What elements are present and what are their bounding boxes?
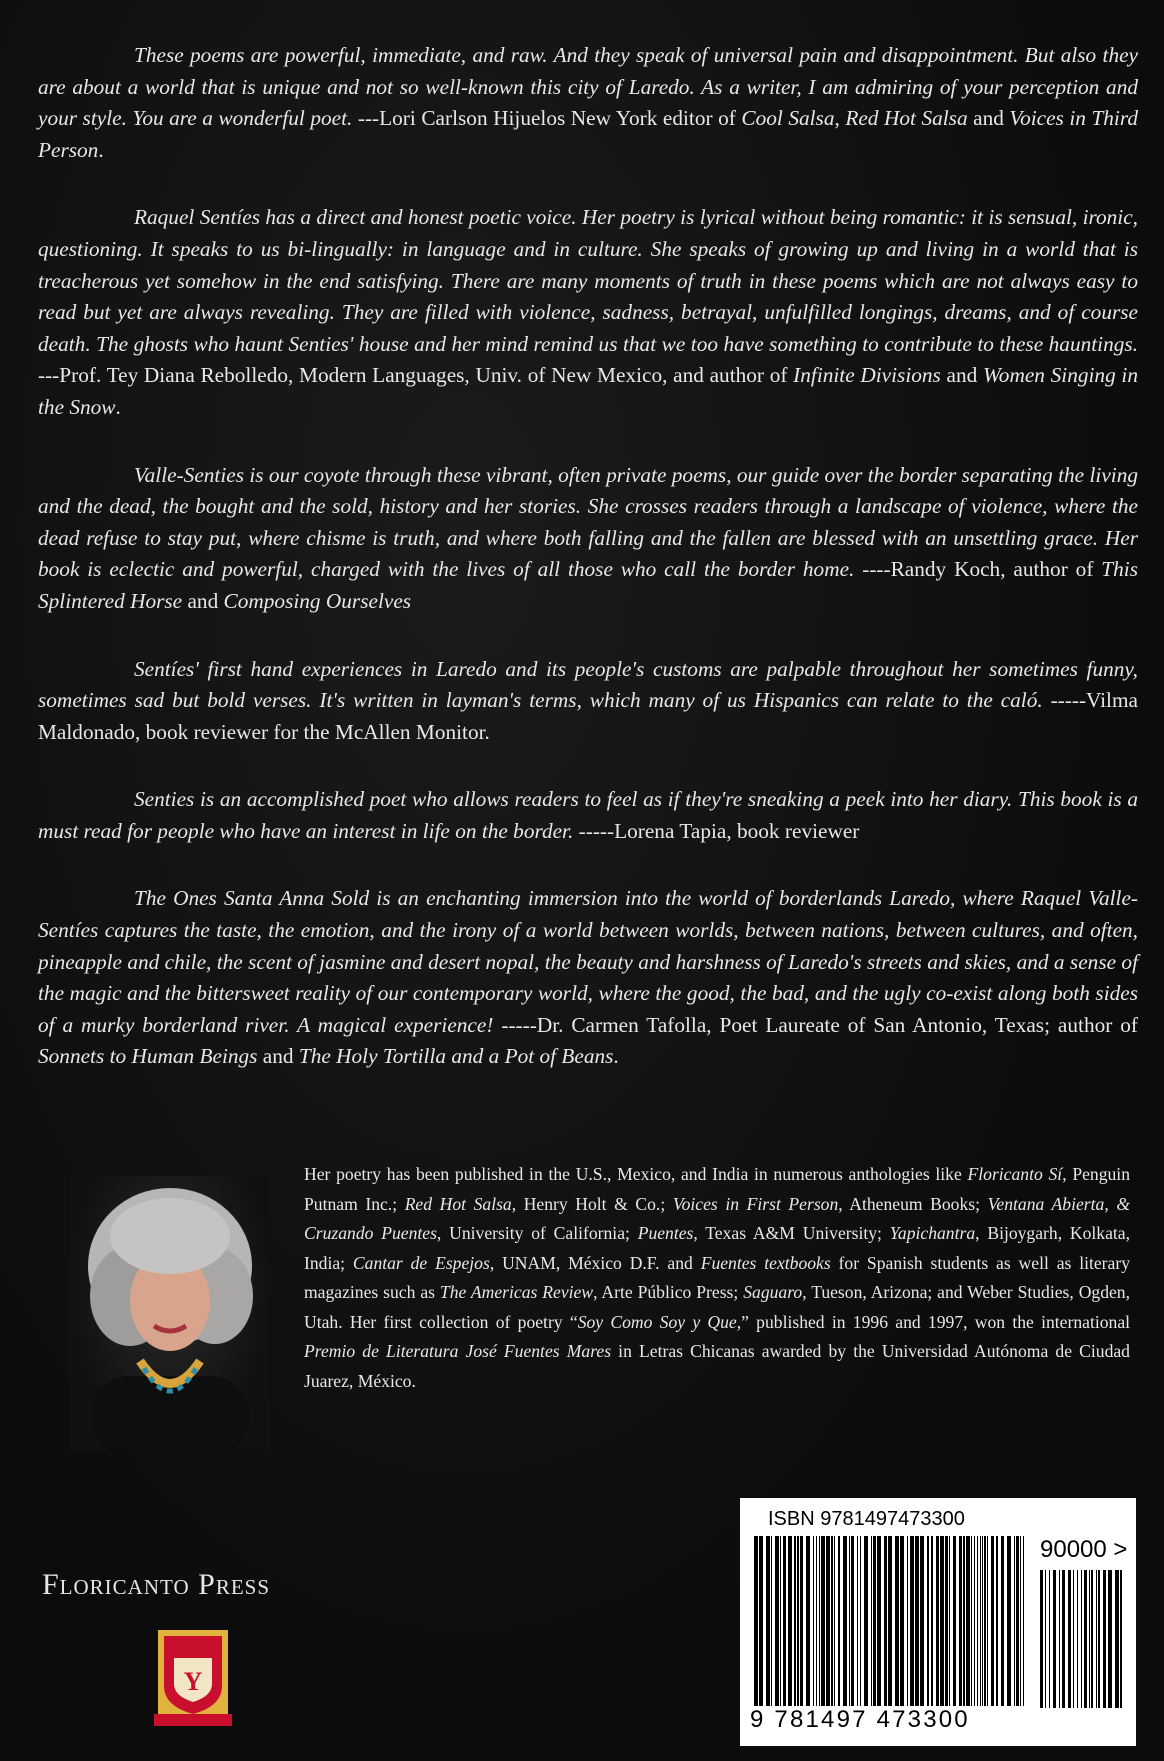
blurb-hijuelos [38, 40, 1138, 166]
barcode-bar [984, 1536, 986, 1706]
book-title: Cool Salsa [741, 106, 835, 131]
blurb-maldonado [38, 654, 1138, 749]
barcode-bar [953, 1536, 956, 1706]
barcode-bar [977, 1536, 978, 1706]
barcode-bar [888, 1536, 892, 1706]
separator: . [115, 394, 121, 419]
barcode-bar [982, 1536, 983, 1706]
barcode-bar [1053, 1570, 1056, 1708]
barcode-bar [1068, 1570, 1071, 1708]
barcode-bar [927, 1536, 929, 1706]
barcode-bar [900, 1536, 904, 1706]
bio-title: The Americas Review [439, 1282, 594, 1302]
author-photo [70, 1176, 270, 1450]
barcode-bar [775, 1536, 779, 1706]
price-code: 90000 > [1040, 1536, 1128, 1563]
barcode-bar [871, 1536, 872, 1706]
barcode-bar [1073, 1570, 1074, 1708]
barcode-bar [1091, 1570, 1093, 1708]
barcode-bar [915, 1536, 919, 1706]
bio-text: , University of California; [436, 1223, 638, 1243]
barcode-bar [800, 1536, 803, 1706]
barcode-bar [806, 1536, 810, 1706]
bio-title: Yapichantra [889, 1223, 976, 1243]
publisher-name: Floricanto Press [42, 1568, 271, 1601]
barcode-bar [1062, 1570, 1065, 1708]
isbn-barcode [740, 1498, 1136, 1746]
barcode-bars [754, 1536, 1024, 1706]
bio-title: Soy Como Soy y Que, [577, 1311, 742, 1332]
bio-text: , Texas A&M University; [693, 1223, 890, 1243]
bio-text: , Penguin Putnam Inc.; [304, 1164, 1130, 1214]
author-bio [304, 1160, 1130, 1396]
barcode-bar [1001, 1536, 1004, 1706]
barcode-bar [1084, 1570, 1087, 1708]
barcode-bar [771, 1536, 772, 1706]
blurb-attribution: ---Prof. Tey Diana Rebolledo, Modern Languages, Univ. of New Mexico, and author of [38, 363, 794, 388]
barcode-bar [884, 1536, 887, 1706]
barcode-bar [843, 1536, 847, 1706]
bio-text: Her poetry has been published in the U.S., Mexico, and India in numerous anthologies like [304, 1164, 968, 1184]
bio-title: Saguaro [743, 1282, 803, 1302]
bio-text: , UNAM, México D.F. and [489, 1252, 701, 1273]
bio-text: , Atheneum Books; [838, 1193, 988, 1214]
blurb-attribution: -----Dr. Carmen Tafolla, Poet Laureate of San Antonio, Texas; author of [493, 1012, 1138, 1037]
barcode-bar [788, 1536, 792, 1706]
book-title: The Holy Tortilla and a Pot of Beans [298, 1044, 614, 1069]
barcode-bar [895, 1536, 899, 1706]
barcode-bar [996, 1536, 998, 1706]
barcode-bar [819, 1536, 820, 1706]
barcode-bar [1096, 1570, 1097, 1708]
blurb-quote: These poems are powerful, immediate, and raw. And they speak of universal pain and disappointment. But also they are about a world that is unique and not so well-known this city of Laredo. As a writer, I am admiring of your perception and your style. You are a wonderful poet. [38, 43, 1138, 131]
blurbs-section [38, 40, 1138, 1109]
barcode-bar [966, 1536, 970, 1706]
barcode-bar [826, 1536, 830, 1706]
separator: and [257, 1044, 299, 1069]
barcode-bar [813, 1536, 814, 1706]
barcode-digits: 9 781497 473300 [750, 1706, 970, 1733]
barcode-bar [1077, 1570, 1078, 1708]
blurb-tapia [38, 784, 1138, 847]
barcode-bar [1014, 1536, 1015, 1706]
blurb-attribution: -----Lorena Tapia, book reviewer [573, 818, 860, 843]
separator: and [182, 588, 224, 613]
bio-text: , Arte Público Press; [593, 1282, 744, 1302]
barcode-bar [1081, 1570, 1082, 1708]
barcode-bar [1108, 1570, 1112, 1708]
book-title: Red Hot Salsa [845, 106, 968, 131]
blurb-rebolledo [38, 202, 1138, 423]
barcode-bar [971, 1536, 972, 1706]
barcode-bar [949, 1536, 950, 1706]
separator: and [940, 363, 984, 388]
barcode-bar [783, 1536, 786, 1706]
bio-text: , Bijoygarh, Kolkata, India; [304, 1223, 1130, 1273]
barcode-bar [974, 1536, 975, 1706]
barcode-bar [1040, 1570, 1043, 1708]
book-title: This Splintered Horse [38, 557, 1138, 613]
barcode-bar [1089, 1570, 1090, 1708]
book-title: Composing Ourselves [223, 588, 412, 613]
bio-title: Puentes [637, 1223, 694, 1243]
barcode-bar [963, 1536, 965, 1706]
bio-title: Red Hot Salsa [404, 1193, 512, 1214]
logo-letter: Y [183, 1667, 203, 1696]
barcode-bar [766, 1536, 770, 1706]
bio-text: for Spanish students as well as literary magazines such as [304, 1252, 1131, 1302]
barcode-bar [834, 1536, 835, 1706]
barcode-bar [759, 1536, 763, 1706]
barcode-bar [838, 1536, 840, 1706]
bio-text: , Henry Holt & Co.; [511, 1193, 673, 1214]
barcode-bar [907, 1536, 908, 1706]
barcode-bar [987, 1536, 988, 1706]
publisher-logo [154, 1628, 232, 1728]
barcode-bar [931, 1536, 933, 1706]
blurb-quote: Raquel Sentíes has a direct and honest poetic voice. Her poetry is lyrical without being romantic: it is sensual, ironic, questioning. It speaks to us bi-lingually: in language and in culture. She speaks of growing up and living in a world that is treacherous yet somehow in the end satisfying. There are many moments of truth in these poems which are not always easy to read but yet are always revealing. They are filled with violence, sadness, betrayal, unfulfilled longings, dreams, and of course death. The ghosts who haunt Senties' house and her mind remind us that we too have something to contribute to these hauntings. [38, 205, 1138, 356]
barcode-bar [794, 1536, 796, 1706]
barcode-bar [959, 1536, 962, 1706]
barcode-bar [877, 1536, 881, 1706]
blurb-quote: Senties is an accomplished poet who allows readers to feel as if they're sneaking a peek into her diary. This book is a must read for people who have an interest in life on the border. [38, 787, 1138, 843]
crest-icon [154, 1628, 232, 1728]
barcode-bar [851, 1536, 854, 1706]
barcode-bar [1103, 1570, 1106, 1708]
barcode-bar [1098, 1570, 1100, 1708]
blurb-quote: The Ones Santa Anna Sold is an enchanting immersion into the world of borderlands Laredo, where Raquel Valle-Sentíes captures the taste, the emotion, and the irony of a world between worlds, between nations, between cultures, and often, pineapple and chile, the scent of jasmine and desert nopal, the beauty and harshness of Laredo's streets and skies, and a sense of the magic and the bittersweet reality of our contemporary world, where the good, the bad, and the ugly co-exist along both sides of a murky borderland river. A magical experience! [38, 886, 1138, 1037]
blurb-koch [38, 460, 1138, 618]
barcode-bar [797, 1536, 799, 1706]
blurb-quote: Sentíes' first hand experiences in Laredo and its people's customs are palpable throughout her sometimes funny, sometimes sad but bold verses. It's written in layman's terms, which many of us Hispanics can relate to the caló. [38, 656, 1138, 713]
barcode-bar [831, 1536, 833, 1706]
barcode-bar [910, 1536, 914, 1706]
separator: . [613, 1044, 619, 1069]
barcode-bar [945, 1536, 948, 1706]
blurb-quote: Valle-Senties is our coyote through these vibrant, often private poems, our guide over the border separating the living and the dead, the bought and the sold, history and her stories. She crosses readers through a landscape of violence, where the dead refuse to stay put, where chisme is truth, and where both falling and the fallen are blessed with an unsettling grace. Her book is eclectic and powerful, charged with the lives of all those who call the border home. [38, 462, 1138, 582]
bio-title: Floricanto Sí [967, 1164, 1063, 1184]
bio-title: Premio de Literatura José Fuentes Mares [304, 1341, 612, 1361]
price-barcode-bars [1040, 1570, 1124, 1708]
blurb-attribution: -----Vilma Maldonado, book reviewer for the McAllen Monitor. [38, 688, 1138, 744]
barcode-bar [1120, 1570, 1122, 1708]
separator: and [967, 106, 1010, 131]
book-title: Voices in Third Person [38, 106, 1138, 162]
barcode-bar [864, 1536, 868, 1706]
author-portrait-icon [70, 1176, 270, 1450]
isbn-label: ISBN 9781497473300 [768, 1508, 965, 1530]
separator: , [834, 106, 846, 131]
barcode-bar [936, 1536, 939, 1706]
barcode-bar [849, 1536, 850, 1706]
book-title: Women Singing in the Snow [38, 363, 1138, 419]
barcode-bar [857, 1536, 858, 1706]
bio-text: in Letras Chicanas awarded by the Universidad Autónoma de Ciudad Juarez, México. [304, 1341, 1130, 1391]
barcode-bar [1023, 1536, 1024, 1706]
barcode-bar [1007, 1536, 1011, 1706]
barcode-bar [920, 1536, 924, 1706]
barcode-bar [1059, 1570, 1060, 1708]
blurb-tafolla [38, 883, 1138, 1073]
bio-text: , Tueson, Arizona; and Weber Studies, Ogden, Utah. Her first collection of poetry “ [304, 1282, 1130, 1332]
barcode-bar [860, 1536, 861, 1706]
barcode-bar [754, 1536, 758, 1706]
bio-title: Ventana Abierta, & Cruzando Puentes [304, 1193, 1130, 1243]
blurb-attribution: ---Lori Carlson Hijuelos New York editor of [352, 106, 742, 131]
book-title: Infinite Divisions [793, 363, 941, 388]
barcode-bar [1115, 1570, 1119, 1708]
barcode-bar [1020, 1536, 1021, 1706]
barcode-bar [1045, 1570, 1046, 1708]
barcode-bar [991, 1536, 994, 1706]
barcode-bar [980, 1536, 981, 1706]
separator: . [98, 137, 104, 162]
barcode-bar [1016, 1536, 1019, 1706]
barcode-bar [1049, 1570, 1050, 1708]
bio-title: Voices in First Person [672, 1193, 839, 1214]
barcode-bar [821, 1536, 825, 1706]
bio-text: ” published in 1996 and 1997, won the international [741, 1311, 1131, 1332]
bio-title: Cantar de Espejos [352, 1252, 490, 1273]
barcode-bar [873, 1536, 876, 1706]
barcode-bar [780, 1536, 781, 1706]
book-title: Sonnets to Human Beings [38, 1044, 258, 1069]
barcode-bar [816, 1536, 817, 1706]
bio-title: Fuentes textbooks [700, 1252, 831, 1273]
barcode-bar [940, 1536, 944, 1706]
blurb-attribution: ----Randy Koch, author of [854, 557, 1102, 582]
